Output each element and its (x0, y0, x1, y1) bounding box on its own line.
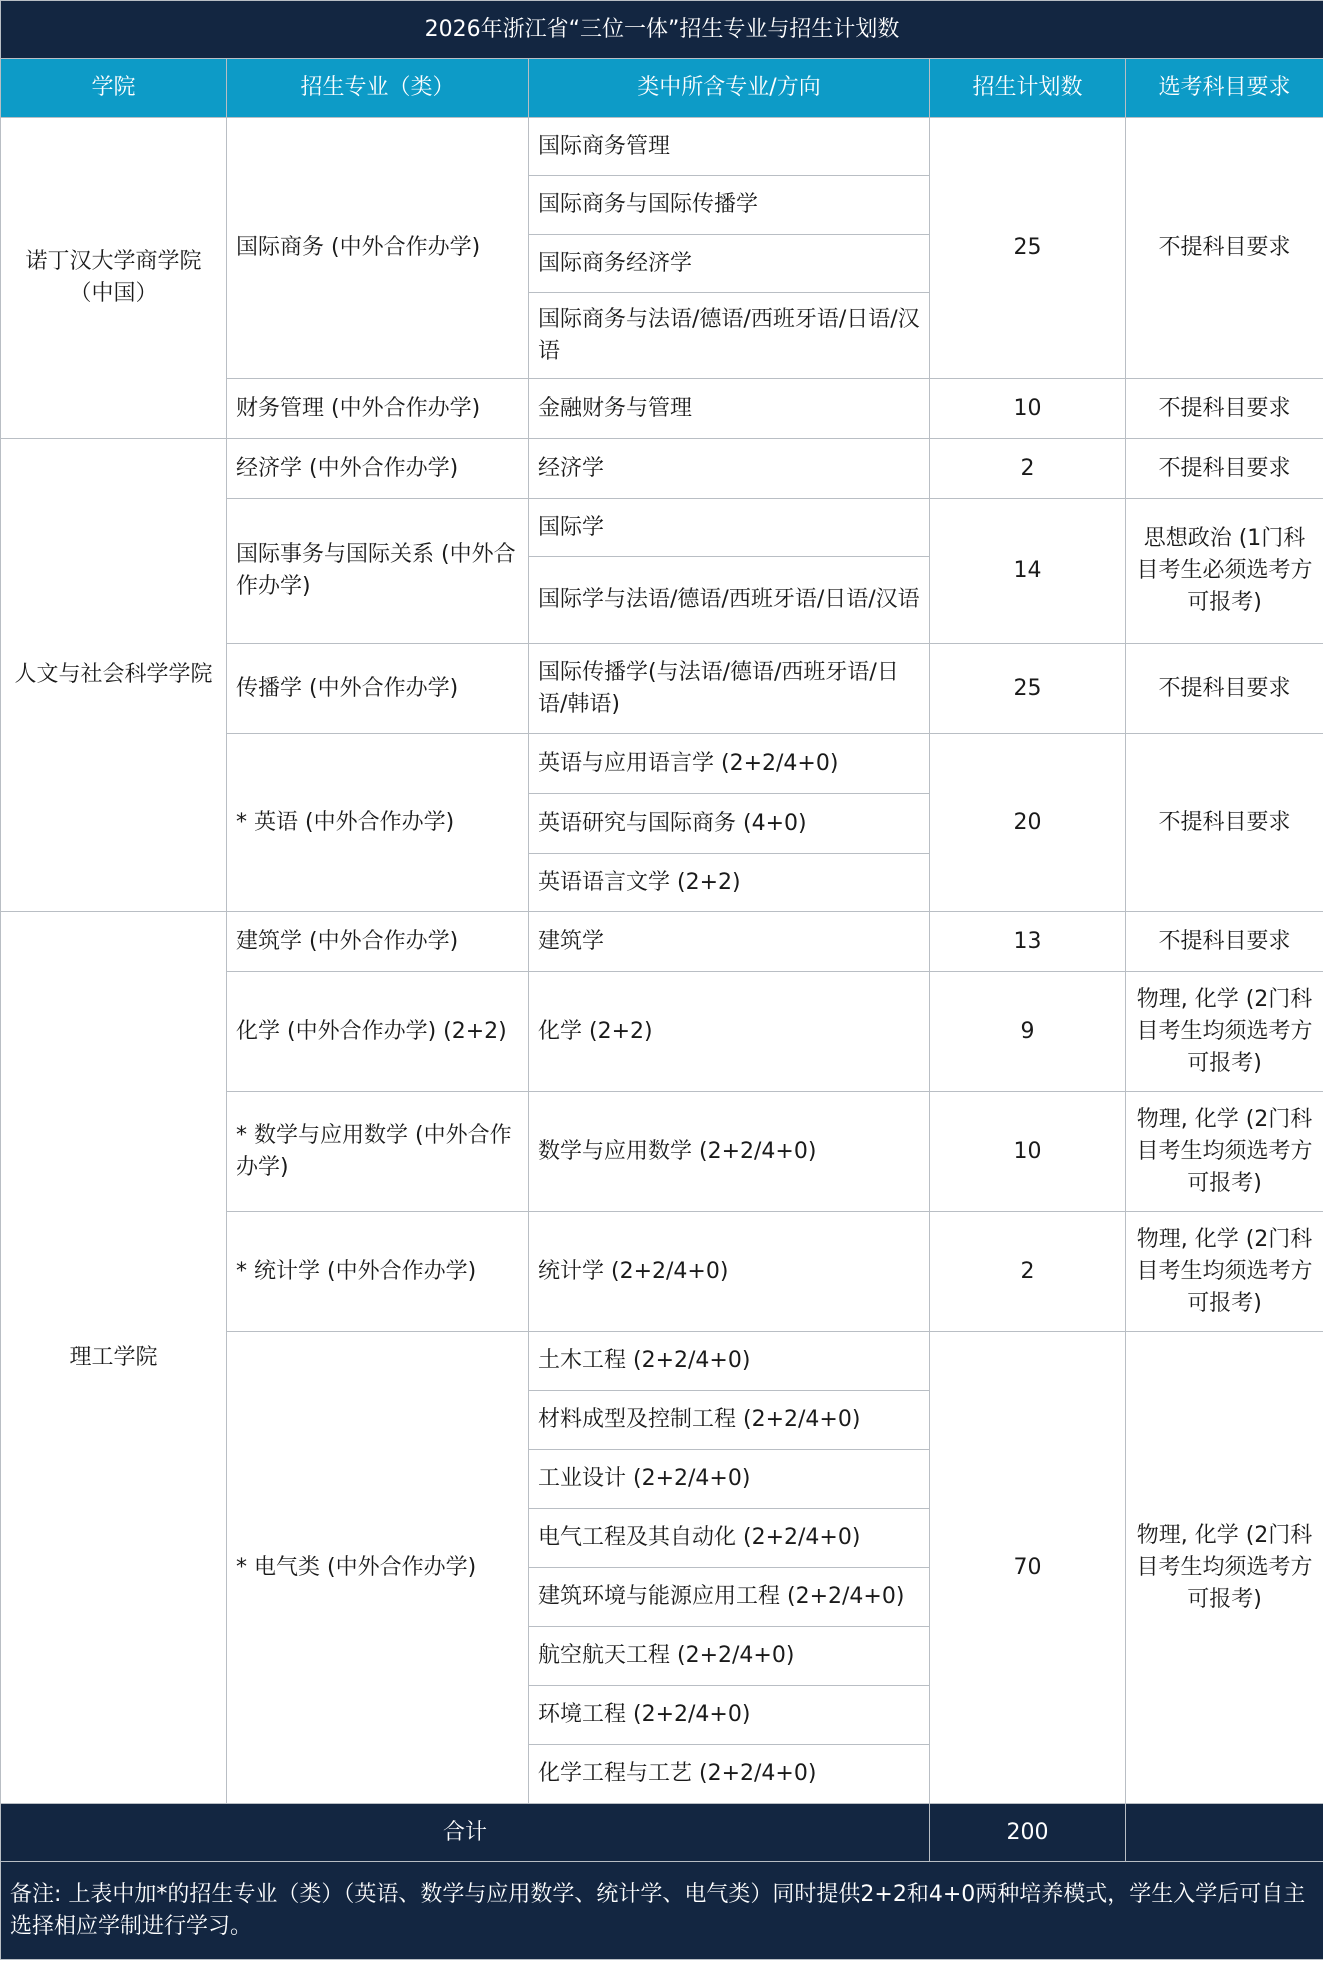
subject-stat: 物理, 化学 (2门科目考生均须选考方可报考) (1126, 1212, 1323, 1332)
direction-cell: 国际商务与国际传播学 (529, 176, 930, 235)
direction-cell: 航空航天工程 (2+2/4+0) (529, 1627, 930, 1686)
major-math: * 数学与应用数学 (中外合作办学) (227, 1092, 529, 1212)
plan-ib: 25 (930, 118, 1126, 379)
note-row (1, 1862, 1323, 1960)
direction-cell: 化学工程与工艺 (2+2/4+0) (529, 1745, 930, 1804)
plan-elec: 70 (930, 1332, 1126, 1804)
header-subject: 选考科目要求 (1126, 59, 1323, 118)
total-value: 200 (930, 1804, 1126, 1862)
direction-cell: 国际商务管理 (529, 118, 930, 176)
plan-fin: 10 (930, 379, 1126, 439)
direction-cell: 数学与应用数学 (2+2/4+0) (529, 1092, 930, 1212)
direction-cell: 国际学 (529, 499, 930, 557)
table-row (1, 439, 1323, 499)
direction-cell: 英语语言文学 (2+2) (529, 854, 930, 912)
direction-cell: 材料成型及控制工程 (2+2/4+0) (529, 1391, 930, 1450)
total-row (1, 1804, 1323, 1862)
direction-cell: 电气工程及其自动化 (2+2/4+0) (529, 1509, 930, 1568)
direction-cell: 国际学与法语/德语/西班牙语/日语/汉语 (529, 557, 930, 644)
plan-iair: 14 (930, 499, 1126, 644)
major-arch: 建筑学 (中外合作办学) (227, 912, 529, 972)
total-label: 合计 (1, 1804, 930, 1862)
major-fin: 财务管理 (中外合作办学) (227, 379, 529, 439)
subject-eng: 不提科目要求 (1126, 734, 1323, 912)
direction-cell: 国际商务经济学 (529, 235, 930, 293)
subject-elec: 物理, 化学 (2门科目考生均须选考方可报考) (1126, 1332, 1323, 1804)
subject-iair: 思想政治 (1门科目考生必须选考方可报考) (1126, 499, 1323, 644)
direction-cell: 经济学 (529, 439, 930, 499)
major-ib: 国际商务 (中外合作办学) (227, 118, 529, 379)
direction-cell: 工业设计 (2+2/4+0) (529, 1450, 930, 1509)
major-comm: 传播学 (中外合作办学) (227, 644, 529, 734)
subject-math: 物理, 化学 (2门科目考生均须选考方可报考) (1126, 1092, 1323, 1212)
subject-econ: 不提科目要求 (1126, 439, 1323, 499)
major-iair: 国际事务与国际关系 (中外合作办学) (227, 499, 529, 644)
header-major: 招生专业（类） (227, 59, 529, 118)
direction-cell: 化学 (2+2) (529, 972, 930, 1092)
plan-stat: 2 (930, 1212, 1126, 1332)
plan-chem: 9 (930, 972, 1126, 1092)
table-title: 2026年浙江省“三位一体”招生专业与招生计划数 (1, 1, 1323, 59)
direction-cell: 国际商务与法语/德语/西班牙语/日语/汉语 (529, 293, 930, 379)
major-stat: * 统计学 (中外合作办学) (227, 1212, 529, 1332)
header-plan: 招生计划数 (930, 59, 1126, 118)
college-humanities: 人文与社会科学学院 (1, 439, 227, 912)
direction-cell: 建筑学 (529, 912, 930, 972)
table-row (1, 118, 1323, 176)
major-eng: * 英语 (中外合作办学) (227, 734, 529, 912)
subject-arch: 不提科目要求 (1126, 912, 1323, 972)
header-direction: 类中所含专业/方向 (529, 59, 930, 118)
plan-comm: 25 (930, 644, 1126, 734)
direction-cell: 金融财务与管理 (529, 379, 930, 439)
direction-cell: 统计学 (2+2/4+0) (529, 1212, 930, 1332)
total-empty-cell (1126, 1804, 1323, 1862)
footnote: 备注: 上表中加*的招生专业（类）（英语、数学与应用数学、统计学、电气类）同时提供2+2和4+0两种培养模式，学生入学后可自主选择相应学制进行学习。 (1, 1862, 1323, 1960)
direction-cell: 英语与应用语言学 (2+2/4+0) (529, 734, 930, 794)
plan-econ: 2 (930, 439, 1126, 499)
direction-cell: 建筑环境与能源应用工程 (2+2/4+0) (529, 1568, 930, 1627)
subject-comm: 不提科目要求 (1126, 644, 1323, 734)
major-econ: 经济学 (中外合作办学) (227, 439, 529, 499)
major-chem: 化学 (中外合作办学) (2+2) (227, 972, 529, 1092)
subject-chem: 物理, 化学 (2门科目考生均须选考方可报考) (1126, 972, 1323, 1092)
subject-fin: 不提科目要求 (1126, 379, 1323, 439)
direction-cell: 土木工程 (2+2/4+0) (529, 1332, 930, 1391)
direction-cell: 英语研究与国际商务 (4+0) (529, 794, 930, 854)
plan-eng: 20 (930, 734, 1126, 912)
major-elec: * 电气类 (中外合作办学) (227, 1332, 529, 1804)
direction-cell: 环境工程 (2+2/4+0) (529, 1686, 930, 1745)
college-science: 理工学院 (1, 912, 227, 1804)
plan-math: 10 (930, 1092, 1126, 1212)
plan-arch: 13 (930, 912, 1126, 972)
subject-ib: 不提科目要求 (1126, 118, 1323, 379)
header-college: 学院 (1, 59, 227, 118)
direction-cell: 国际传播学(与法语/德语/西班牙语/日语/韩语) (529, 644, 930, 734)
table-row (1, 912, 1323, 972)
college-nubs: 诺丁汉大学商学院（中国） (1, 118, 227, 439)
